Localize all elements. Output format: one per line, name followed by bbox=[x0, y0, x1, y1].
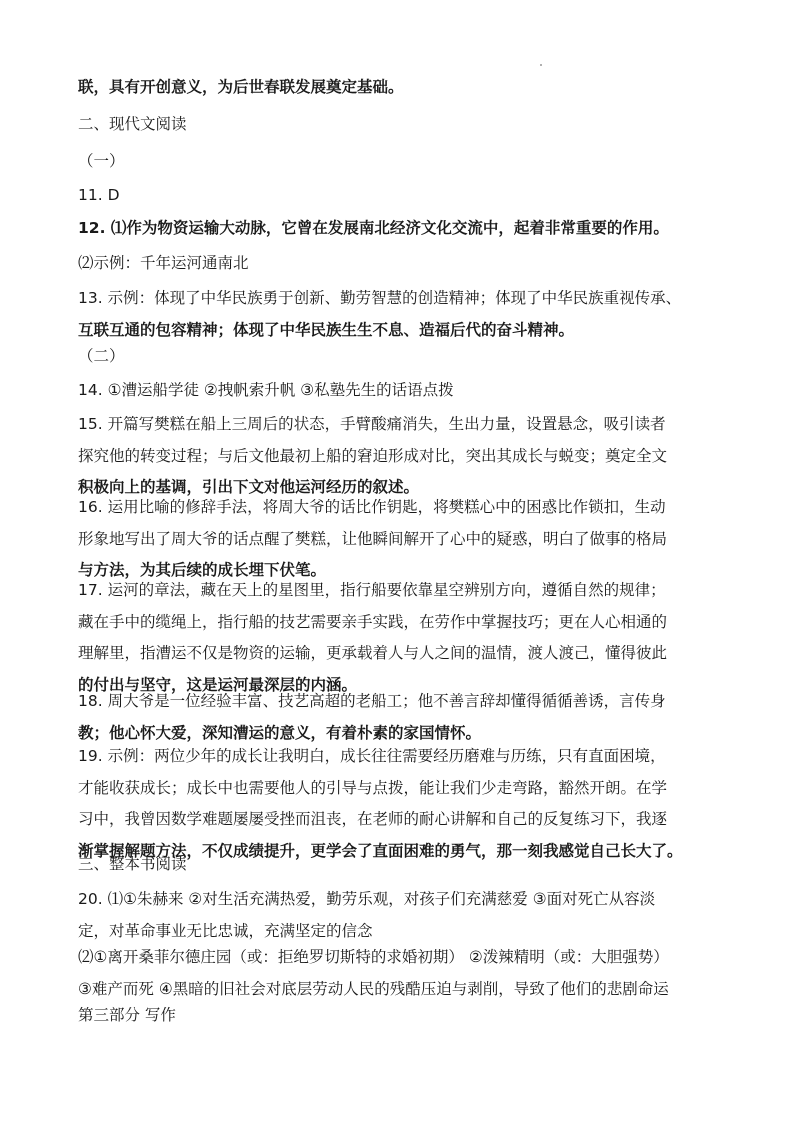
text-line: ⑵示例：千年运河通南北 bbox=[78, 254, 249, 272]
text-line: 习中，我曾因数学难题屡屡受挫而沮丧，在老师的耐心讲解和自己的反复练习下，我逐 bbox=[78, 810, 668, 828]
answer-11 bbox=[78, 180, 718, 212]
text-line: 定，对革命事业无比忠诚，充满坚定的信念 bbox=[78, 921, 373, 940]
answer-20-2 bbox=[78, 942, 718, 1005]
text-line: ⑵①离开桑菲尔德庄园（或：拒绝罗切斯特的求婚初期） ②泼辣精明（或：大胆强势） bbox=[78, 948, 669, 966]
text-line: 探究他的转变过程；与后文他最初上船的窘迫形成对比，突出其成长与蜕变；奠定全文 bbox=[78, 446, 668, 465]
text-line: 14. ①漕运船学徒 ②拽帆索升帆 ③私塾先生的话语点拨 bbox=[78, 381, 454, 399]
text-line: 教；他心怀大爱，深知漕运的意义，有着朴素的家国情怀。 bbox=[78, 723, 482, 742]
answer-20-1 bbox=[78, 884, 718, 947]
text-line: 11. D bbox=[78, 186, 120, 204]
para-couplet-end bbox=[78, 72, 718, 104]
text-line: （二） bbox=[78, 347, 125, 365]
text-line: 15. 开篇写樊糕在船上三周后的状态，手臂酸痛消失，生出力量，设置悬念，吸引读者 bbox=[78, 415, 666, 433]
subsection-two bbox=[78, 341, 718, 373]
text-line: （一） bbox=[78, 152, 125, 170]
text-line: 渐掌握解题方法，不仅成绩提升，更学会了直面困难的勇气，那一刻我感觉自己长大了。 bbox=[78, 841, 683, 860]
text-line: 19. 示例：两位少年的成长让我明白，成长往往需要经历磨难与历练，只有直面困境， bbox=[78, 747, 666, 765]
section-heading-whole-book bbox=[78, 849, 718, 881]
text-line: 17. 运河的章法，藏在天上的星图里，指行船要依靠星空辨别方向，遵循自然的规律； bbox=[78, 581, 666, 599]
section-heading-modern-reading bbox=[78, 109, 718, 141]
text-line: 的付出与坚守，这是运河最深层的内涵。 bbox=[78, 675, 358, 694]
text-line: 16. 运用比喻的修辞手法，将周大爷的话比作钥匙，将樊糕心中的困惑比作锁扣，生动 bbox=[78, 498, 666, 516]
answer-14 bbox=[78, 375, 718, 407]
text-line: 积极向上的基调，引出下文对他运河经历的叙述。 bbox=[78, 478, 420, 496]
text-line: ③难产而死 ④黑暗的旧社会对底层劳动人民的残酷压迫与剥削，导致了他们的悲剧命运 bbox=[78, 979, 669, 998]
answer-13 bbox=[78, 283, 718, 346]
text-line: 藏在手中的缆绳上，指行船的技艺需要亲手实践，在劳作中掌握技巧；更在人心相通的 bbox=[78, 612, 668, 631]
answer-12-1 bbox=[78, 213, 718, 245]
subsection-one bbox=[78, 146, 718, 178]
text-line: 形象地写出了周大爷的话点醒了樊糕，让他瞬间解开了心中的疑惑，明白了做事的格局 bbox=[78, 529, 668, 548]
text-line: 才能收获成长；成长中也需要他人的引导与点拨，能让我们少走弯路，豁然开朗。在学 bbox=[78, 778, 668, 797]
text-line: 三、整本书阅读 bbox=[78, 855, 187, 873]
text-line: 18. 周大爷是一位经验丰富、技艺高超的老船工；他不善言辞却懂得循循善诱，言传身 bbox=[78, 692, 666, 710]
answer-17 bbox=[78, 575, 718, 701]
text-line: 12. ⑴作为物资运输大动脉，它曾在发展南北经济文化交流中，起着非常重要的作用。 bbox=[78, 219, 669, 237]
text-line: 互联互通的包容精神；体现了中华民族生生不息、造福后代的奋斗精神。 bbox=[78, 320, 575, 339]
answer-16 bbox=[78, 492, 718, 587]
answer-12-2 bbox=[78, 248, 718, 280]
answer-18 bbox=[78, 686, 718, 749]
text-line: 20. ⑴①朱赫来 ②对生活充满热爱，勤劳乐观，对孩子们充满慈爱 ③面对死亡从容淡 bbox=[78, 890, 656, 908]
text-line: 与方法，为其后续的成长埋下伏笔。 bbox=[78, 561, 327, 579]
text-line: 第三部分 写作 bbox=[78, 1006, 176, 1024]
text-line: 理解里，指漕运不仅是物资的运输，更承载着人与人之间的温情，渡人渡己，懂得彼此 bbox=[78, 644, 668, 662]
section-heading-writing bbox=[78, 1000, 718, 1032]
text-line: 二、现代文阅读 bbox=[78, 115, 187, 133]
text-line: 联，具有开创意义，为后世春联发展奠定基础。 bbox=[78, 78, 404, 96]
scan-dot bbox=[540, 64, 542, 66]
text-line: 13. 示例：体现了中华民族勇于创新、勤劳智慧的创造精神；体现了中华民族重视传承、 bbox=[78, 289, 682, 307]
answer-15 bbox=[78, 409, 718, 504]
